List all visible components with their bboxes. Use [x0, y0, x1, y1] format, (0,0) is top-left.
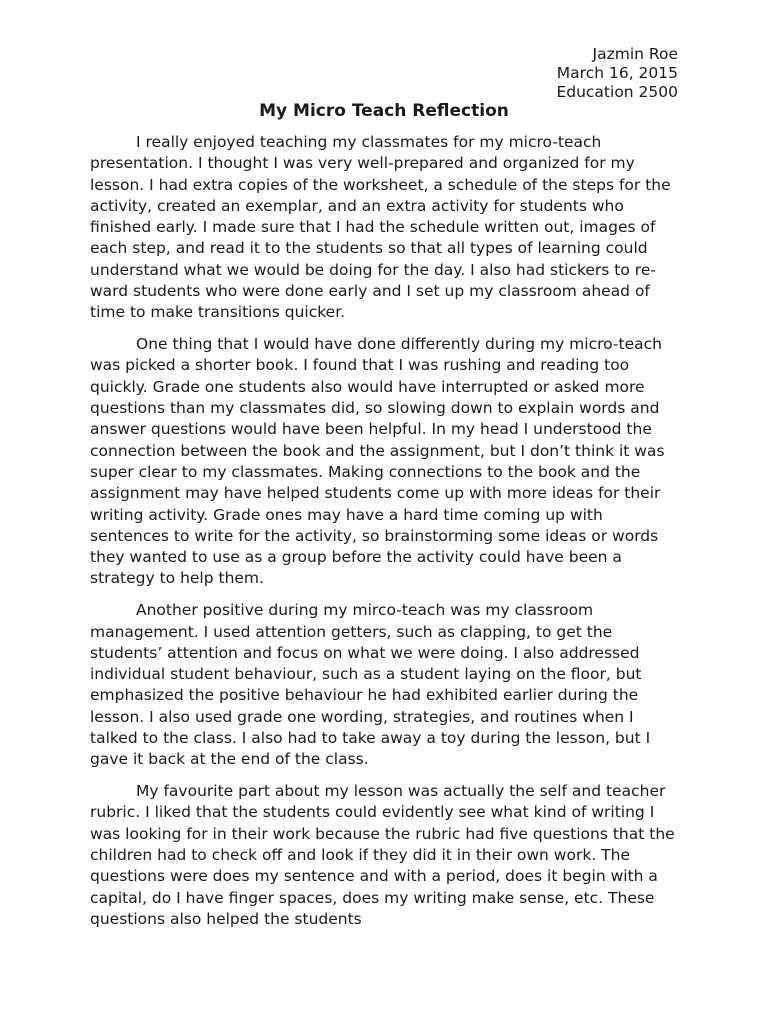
paragraph-2: One thing that I would have done differently during my micro-teach was picked a shorter book. I found that I was rushing and reading too quickly. Grade one students also would have interrupted or asked more questions than my classmates did, so slowing down to explain words and answer questions would have been helpful. In my head I understood the connection between the book and the assignment, but I don’t think it was super clear to my classmates. Making connections to the book and the assignment may have helped students come up with more ideas for their writing activity. Grade ones may have a hard time coming up with sentences to write for the activity, so brainstorming some ideas or words they wanted to use as a group before the activity could have been a strategy to help them. — [90, 335, 665, 588]
document-date: March 16, 2015 — [556, 64, 678, 82]
paragraph-4: My favourite part about my lesson was actually the self and teacher rubric. I liked that the students could evidently see what kind of writing I was looking for in their work because the rubric had five questions that the children had to check off and look if they did it in their own work. The questions were does my sentence and with a period, does it begin with a capital, do I have finger spaces, does my writing make sense, etc. These questions also helped the students — [90, 782, 675, 928]
document-body — [90, 132, 680, 941]
author-name: Jazmin Roe — [592, 45, 678, 63]
paragraph-1: I really enjoyed teaching my classmates for my micro-teach presentation. I thought I was very well-prepared and organized for my lesson. I had extra copies of the worksheet, a schedule of the steps for the activity, created an exemplar, and an extra activity for students who finished early. I made sure that I had the schedule written out, images of each step, and read it to the students so that all types of learning could understand what we would be doing for the day. I also had stickers to re-ward students who were done early and I set up my classroom ahead of time to make transitions quicker. — [90, 133, 671, 322]
course-name: Education 2500 — [556, 83, 678, 101]
document-title: My Micro Teach Reflection — [259, 101, 509, 121]
paragraph-3: Another positive during my mirco-teach was my classroom management. I used attention getters, such as clapping, to get the students’ attention and focus on what we were doing. I also addressed individual student behaviour, such as a student laying on the floor, but emphasized the positive behaviour he had exhibited earlier during the lesson. I also used grade one wording, strategies, and routines when I talked to the class. I also had to take away a toy during the lesson, but I gave it back at the end of the class. — [90, 601, 651, 769]
author-header — [556, 45, 678, 102]
